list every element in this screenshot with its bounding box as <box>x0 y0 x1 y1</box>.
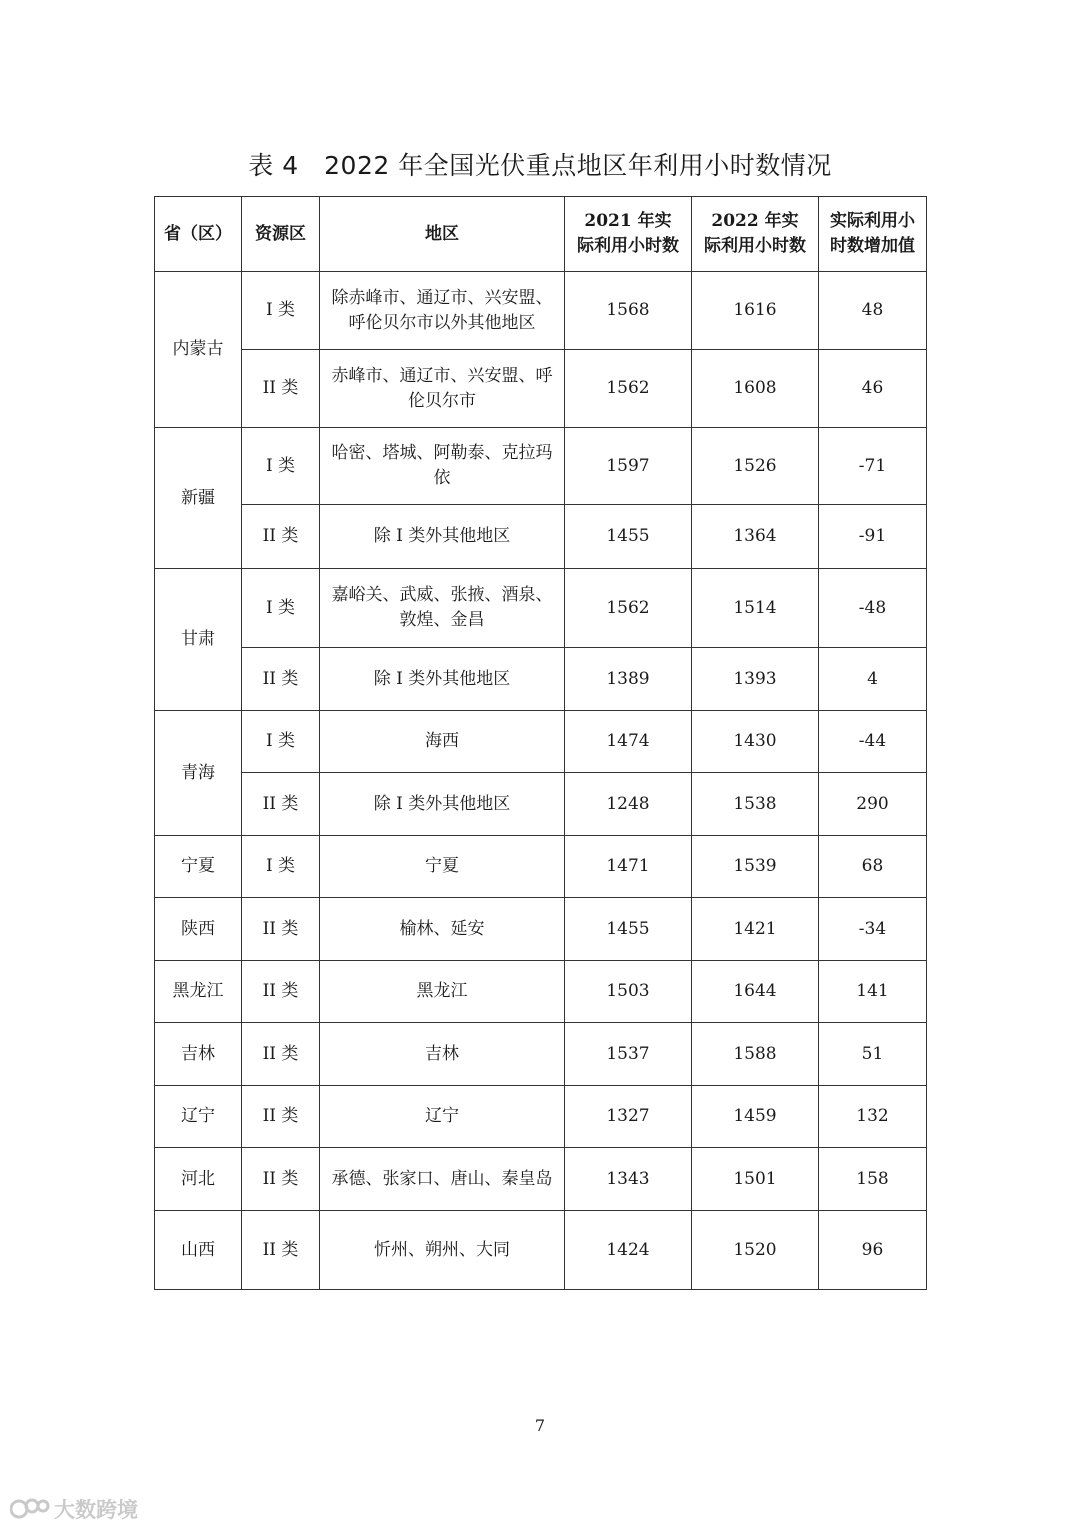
table-row <box>155 711 927 773</box>
header-resource-zone: 资源区 <box>242 197 320 272</box>
cell-province: 新疆 <box>155 428 242 569</box>
table-row <box>155 428 927 505</box>
cell-area: 除 I 类外其他地区 <box>320 648 565 711</box>
cell-hours-2021: 1562 <box>565 350 692 428</box>
cell-hours-2021: 1424 <box>565 1211 692 1290</box>
cell-hours-2022: 1514 <box>692 569 819 648</box>
table-body <box>155 272 927 1290</box>
table-row <box>155 569 927 648</box>
header-hours-delta: 实际利用小时数增加值 <box>819 197 927 272</box>
watermark-text: 大数跨境 <box>54 1498 138 1522</box>
cell-hours-2021: 1327 <box>565 1086 692 1148</box>
cell-resource-zone: I 类 <box>242 569 320 648</box>
cell-resource-zone: I 类 <box>242 428 320 505</box>
table-title: 表 4 2022 年全国光伏重点地区年利用小时数情况 <box>248 151 832 180</box>
cell-hours-2022: 1421 <box>692 898 819 961</box>
cell-hours-2022: 1459 <box>692 1086 819 1148</box>
cell-province: 宁夏 <box>155 836 242 898</box>
table-row <box>155 773 927 836</box>
cell-area: 忻州、朔州、大同 <box>320 1211 565 1290</box>
table-row <box>155 1211 927 1290</box>
cell-hours-2021: 1455 <box>565 505 692 569</box>
cell-resource-zone: II 类 <box>242 505 320 569</box>
cell-area: 嘉峪关、武威、张掖、酒泉、敦煌、金昌 <box>320 569 565 648</box>
cell-province: 河北 <box>155 1148 242 1211</box>
cell-hours-2021: 1562 <box>565 569 692 648</box>
cell-resource-zone: I 类 <box>242 711 320 773</box>
cell-area: 辽宁 <box>320 1086 565 1148</box>
cell-hours-2022: 1644 <box>692 961 819 1023</box>
cell-hours-2021: 1471 <box>565 836 692 898</box>
cell-hours-delta: -91 <box>819 505 927 569</box>
watermark <box>10 1494 138 1524</box>
cell-area: 除赤峰市、通辽市、兴安盟、呼伦贝尔市以外其他地区 <box>320 272 565 350</box>
cell-hours-delta: 158 <box>819 1148 927 1211</box>
cell-hours-delta: 132 <box>819 1086 927 1148</box>
cell-area: 哈密、塔城、阿勒泰、克拉玛依 <box>320 428 565 505</box>
cell-province: 陕西 <box>155 898 242 961</box>
cell-resource-zone: II 类 <box>242 1086 320 1148</box>
cell-province: 辽宁 <box>155 1086 242 1148</box>
table-row <box>155 961 927 1023</box>
cell-hours-delta: 46 <box>819 350 927 428</box>
cell-hours-delta: -44 <box>819 711 927 773</box>
cell-area: 承德、张家口、唐山、秦皇岛 <box>320 1148 565 1211</box>
cell-hours-2021: 1389 <box>565 648 692 711</box>
header-hours-2021: 2021 年实际利用小时数 <box>565 197 692 272</box>
page-number: 7 <box>534 1416 546 1435</box>
table-row <box>155 505 927 569</box>
cell-hours-2022: 1526 <box>692 428 819 505</box>
cell-resource-zone: II 类 <box>242 1211 320 1290</box>
table-row <box>155 1023 927 1086</box>
cell-province: 吉林 <box>155 1023 242 1086</box>
cell-hours-2021: 1474 <box>565 711 692 773</box>
cell-resource-zone: II 类 <box>242 961 320 1023</box>
cell-province: 内蒙古 <box>155 272 242 428</box>
cell-resource-zone: I 类 <box>242 272 320 350</box>
cell-hours-2022: 1520 <box>692 1211 819 1290</box>
table-row <box>155 648 927 711</box>
cell-hours-delta: 290 <box>819 773 927 836</box>
cell-resource-zone: II 类 <box>242 1023 320 1086</box>
cell-hours-delta: -34 <box>819 898 927 961</box>
cell-area: 榆林、延安 <box>320 898 565 961</box>
table-row <box>155 1148 927 1211</box>
cell-hours-delta: -48 <box>819 569 927 648</box>
cell-hours-2022: 1616 <box>692 272 819 350</box>
cell-resource-zone: II 类 <box>242 898 320 961</box>
header-area: 地区 <box>320 197 565 272</box>
cell-resource-zone: II 类 <box>242 773 320 836</box>
cell-area: 吉林 <box>320 1023 565 1086</box>
cell-hours-delta: 4 <box>819 648 927 711</box>
cell-hours-delta: 48 <box>819 272 927 350</box>
cell-resource-zone: II 类 <box>242 648 320 711</box>
header-hours-2022: 2022 年实际利用小时数 <box>692 197 819 272</box>
cell-hours-2022: 1539 <box>692 836 819 898</box>
cell-hours-2022: 1501 <box>692 1148 819 1211</box>
cell-hours-2022: 1608 <box>692 350 819 428</box>
table-row <box>155 272 927 350</box>
cell-hours-2022: 1588 <box>692 1023 819 1086</box>
cell-area: 宁夏 <box>320 836 565 898</box>
cell-hours-delta: 68 <box>819 836 927 898</box>
cell-resource-zone: II 类 <box>242 350 320 428</box>
table-row <box>155 1086 927 1148</box>
cell-hours-2021: 1537 <box>565 1023 692 1086</box>
cell-hours-2021: 1503 <box>565 961 692 1023</box>
header-row <box>155 197 927 272</box>
cell-area: 除 I 类外其他地区 <box>320 773 565 836</box>
cell-hours-2022: 1430 <box>692 711 819 773</box>
cell-hours-2021: 1455 <box>565 898 692 961</box>
header-province: 省（区） <box>155 197 242 272</box>
cell-hours-delta: 96 <box>819 1211 927 1290</box>
cell-hours-2021: 1343 <box>565 1148 692 1211</box>
cell-hours-2022: 1538 <box>692 773 819 836</box>
table-row <box>155 350 927 428</box>
cell-resource-zone: I 类 <box>242 836 320 898</box>
cell-area: 黑龙江 <box>320 961 565 1023</box>
cell-province: 黑龙江 <box>155 961 242 1023</box>
cell-hours-delta: 141 <box>819 961 927 1023</box>
cell-hours-2021: 1597 <box>565 428 692 505</box>
cell-hours-delta: 51 <box>819 1023 927 1086</box>
table-row <box>155 836 927 898</box>
cell-hours-2022: 1364 <box>692 505 819 569</box>
cell-province: 青海 <box>155 711 242 836</box>
cell-hours-2022: 1393 <box>692 648 819 711</box>
cell-province: 山西 <box>155 1211 242 1290</box>
cell-hours-delta: -71 <box>819 428 927 505</box>
cell-area: 赤峰市、通辽市、兴安盟、呼伦贝尔市 <box>320 350 565 428</box>
table-row <box>155 898 927 961</box>
cell-hours-2021: 1568 <box>565 272 692 350</box>
cell-area: 除 I 类外其他地区 <box>320 505 565 569</box>
utilization-hours-table <box>154 196 927 1290</box>
cell-province: 甘肃 <box>155 569 242 711</box>
cell-area: 海西 <box>320 711 565 773</box>
cell-hours-2021: 1248 <box>565 773 692 836</box>
cell-resource-zone: II 类 <box>242 1148 320 1211</box>
brand-logo-icon <box>10 1496 50 1522</box>
